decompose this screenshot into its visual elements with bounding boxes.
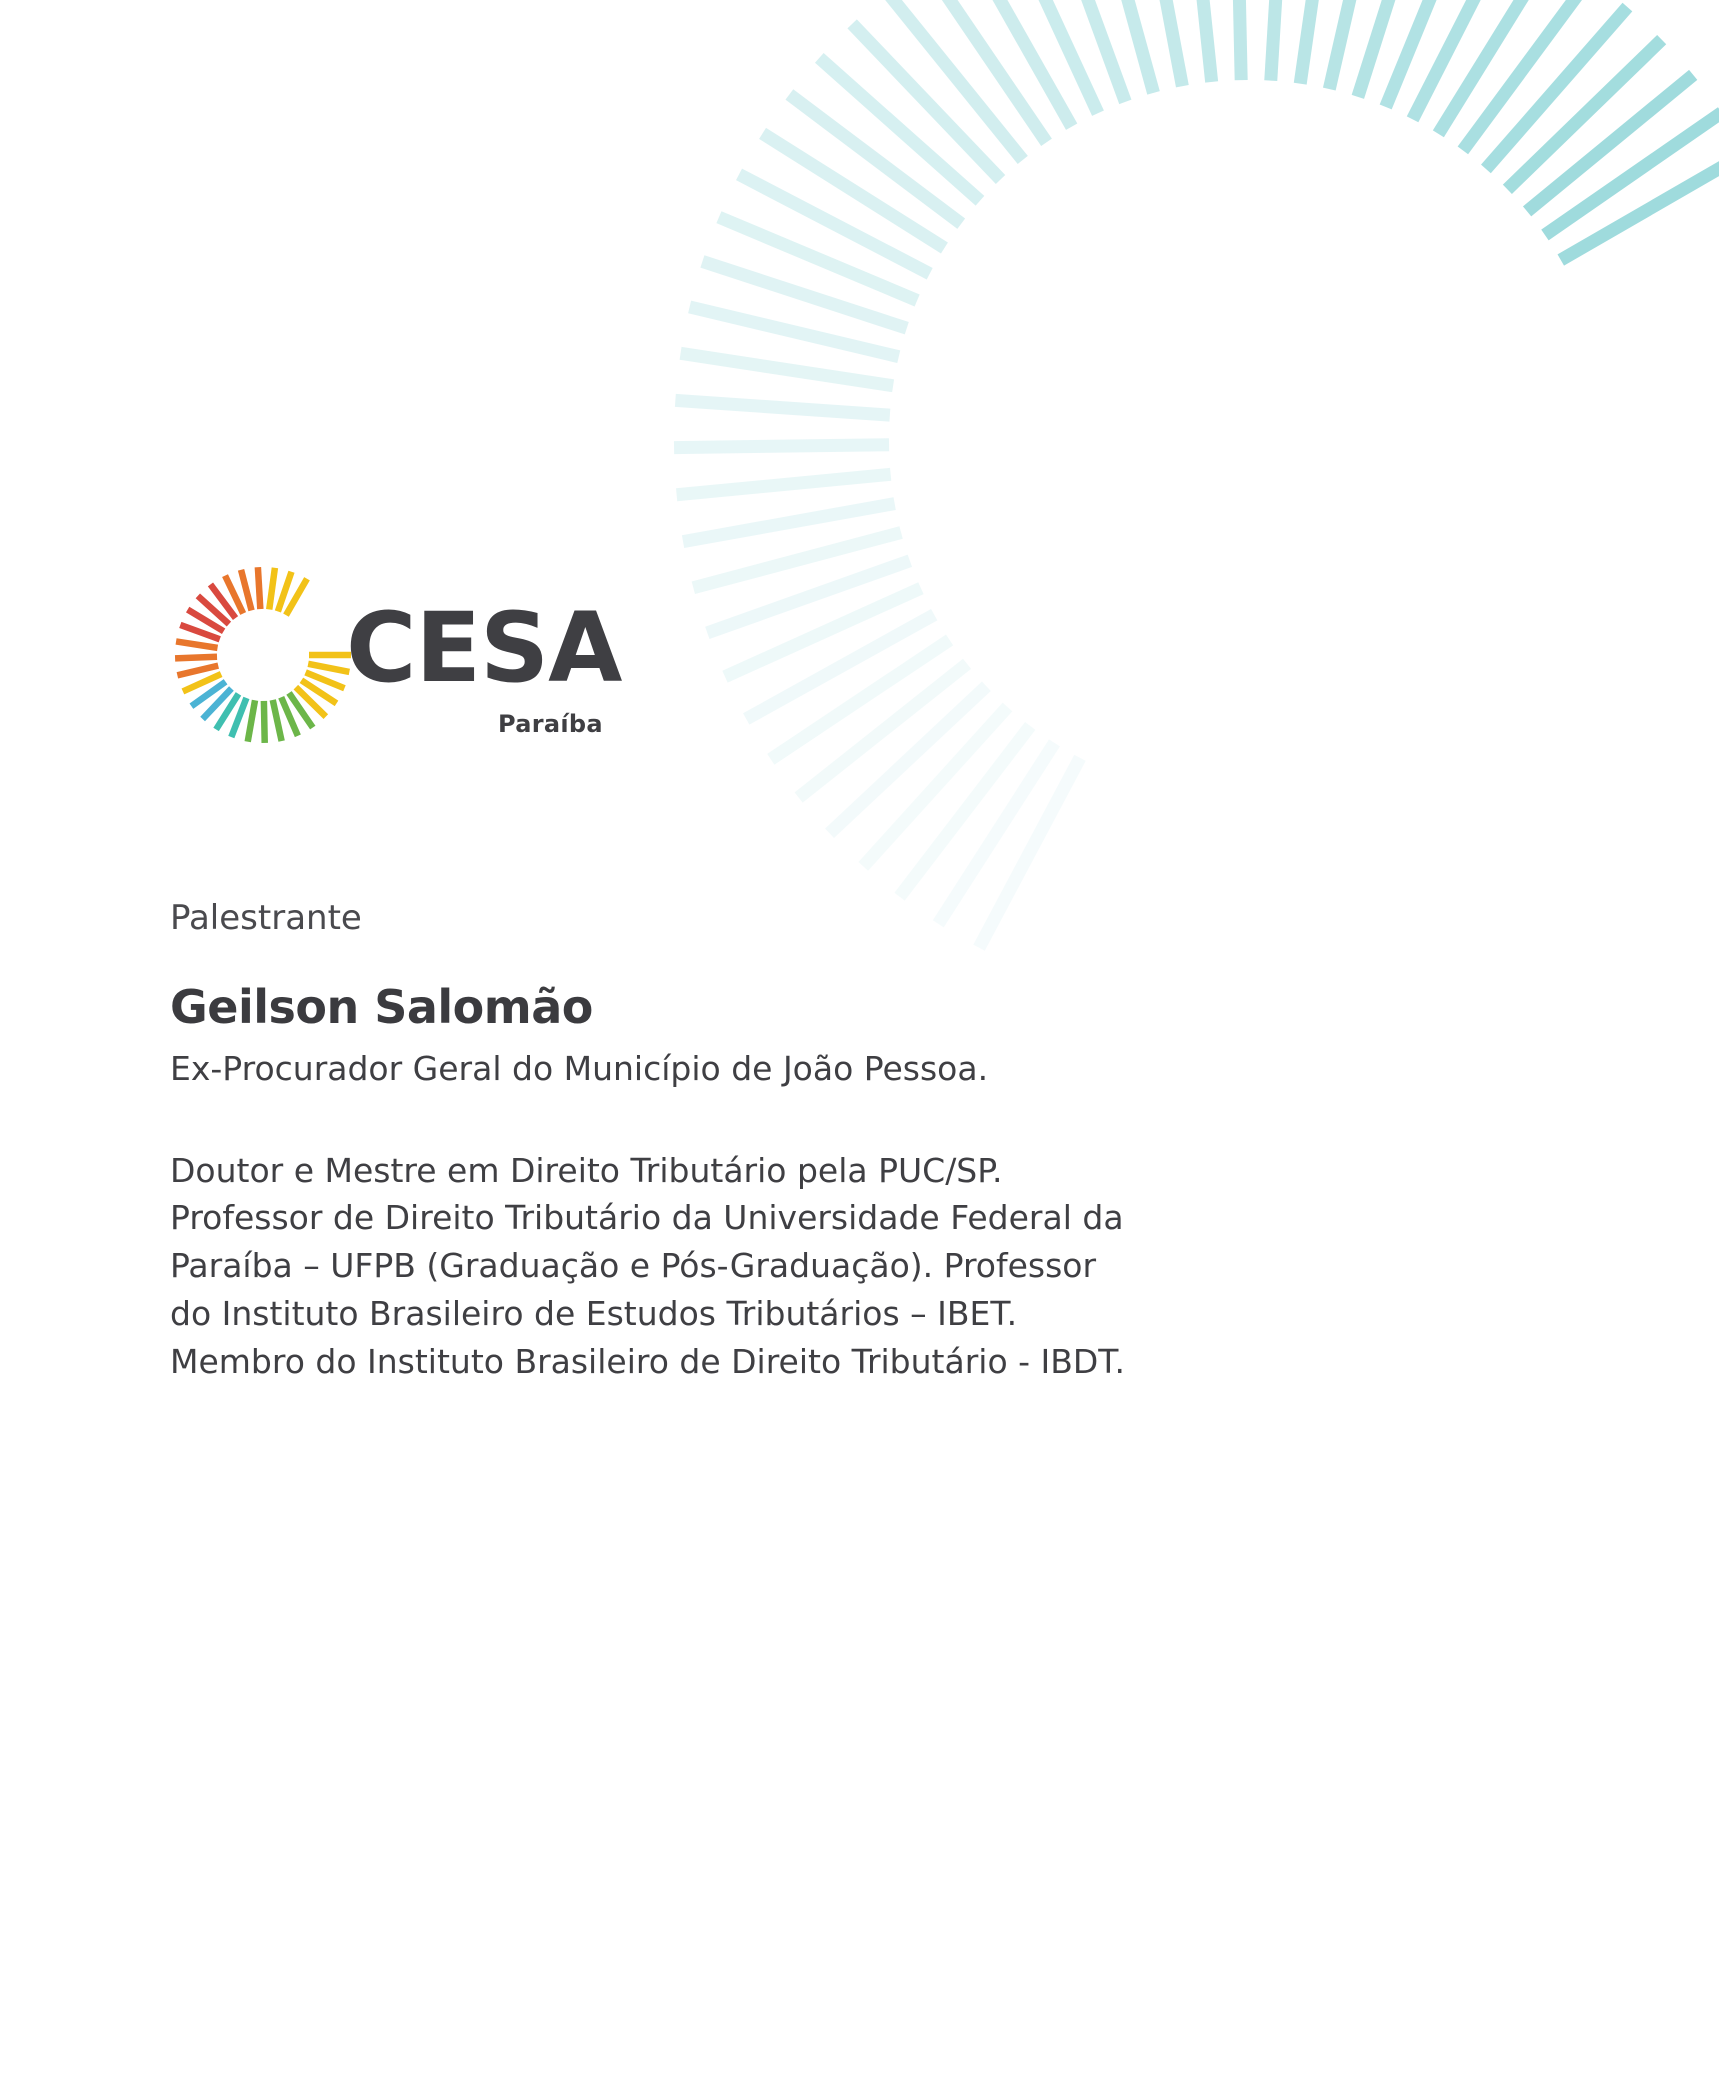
speaker-bio	[170, 1147, 1430, 1386]
radial-burst-decoration	[659, 0, 1719, 1030]
cesa-logo	[168, 560, 638, 760]
speaker-title: Ex-Procurador Geral do Município de João Pessoa.	[170, 1048, 989, 1088]
speaker-name: Geilson Salomão	[170, 979, 593, 1034]
logo-subtitle: Paraíba	[498, 710, 603, 738]
bio-line: Doutor e Mestre em Direito Tributário pela PUC/SP.	[170, 1150, 1003, 1190]
sunburst-icon	[168, 560, 358, 750]
bio-line: Professor de Direito Tributário da Universidade Federal da	[170, 1198, 1124, 1238]
bio-line: Paraíba – UFPB (Graduação e Pós-Graduação). Professor	[170, 1246, 1097, 1286]
logo-wordmark: CESA	[346, 592, 622, 704]
speaker-info-block	[170, 898, 1430, 1386]
role-label: Palestrante	[170, 898, 362, 938]
bio-line: Membro do Instituto Brasileiro de Direito Tributário - IBDT.	[170, 1341, 1126, 1381]
bio-line: do Instituto Brasileiro de Estudos Tributários – IBET.	[170, 1294, 1018, 1334]
